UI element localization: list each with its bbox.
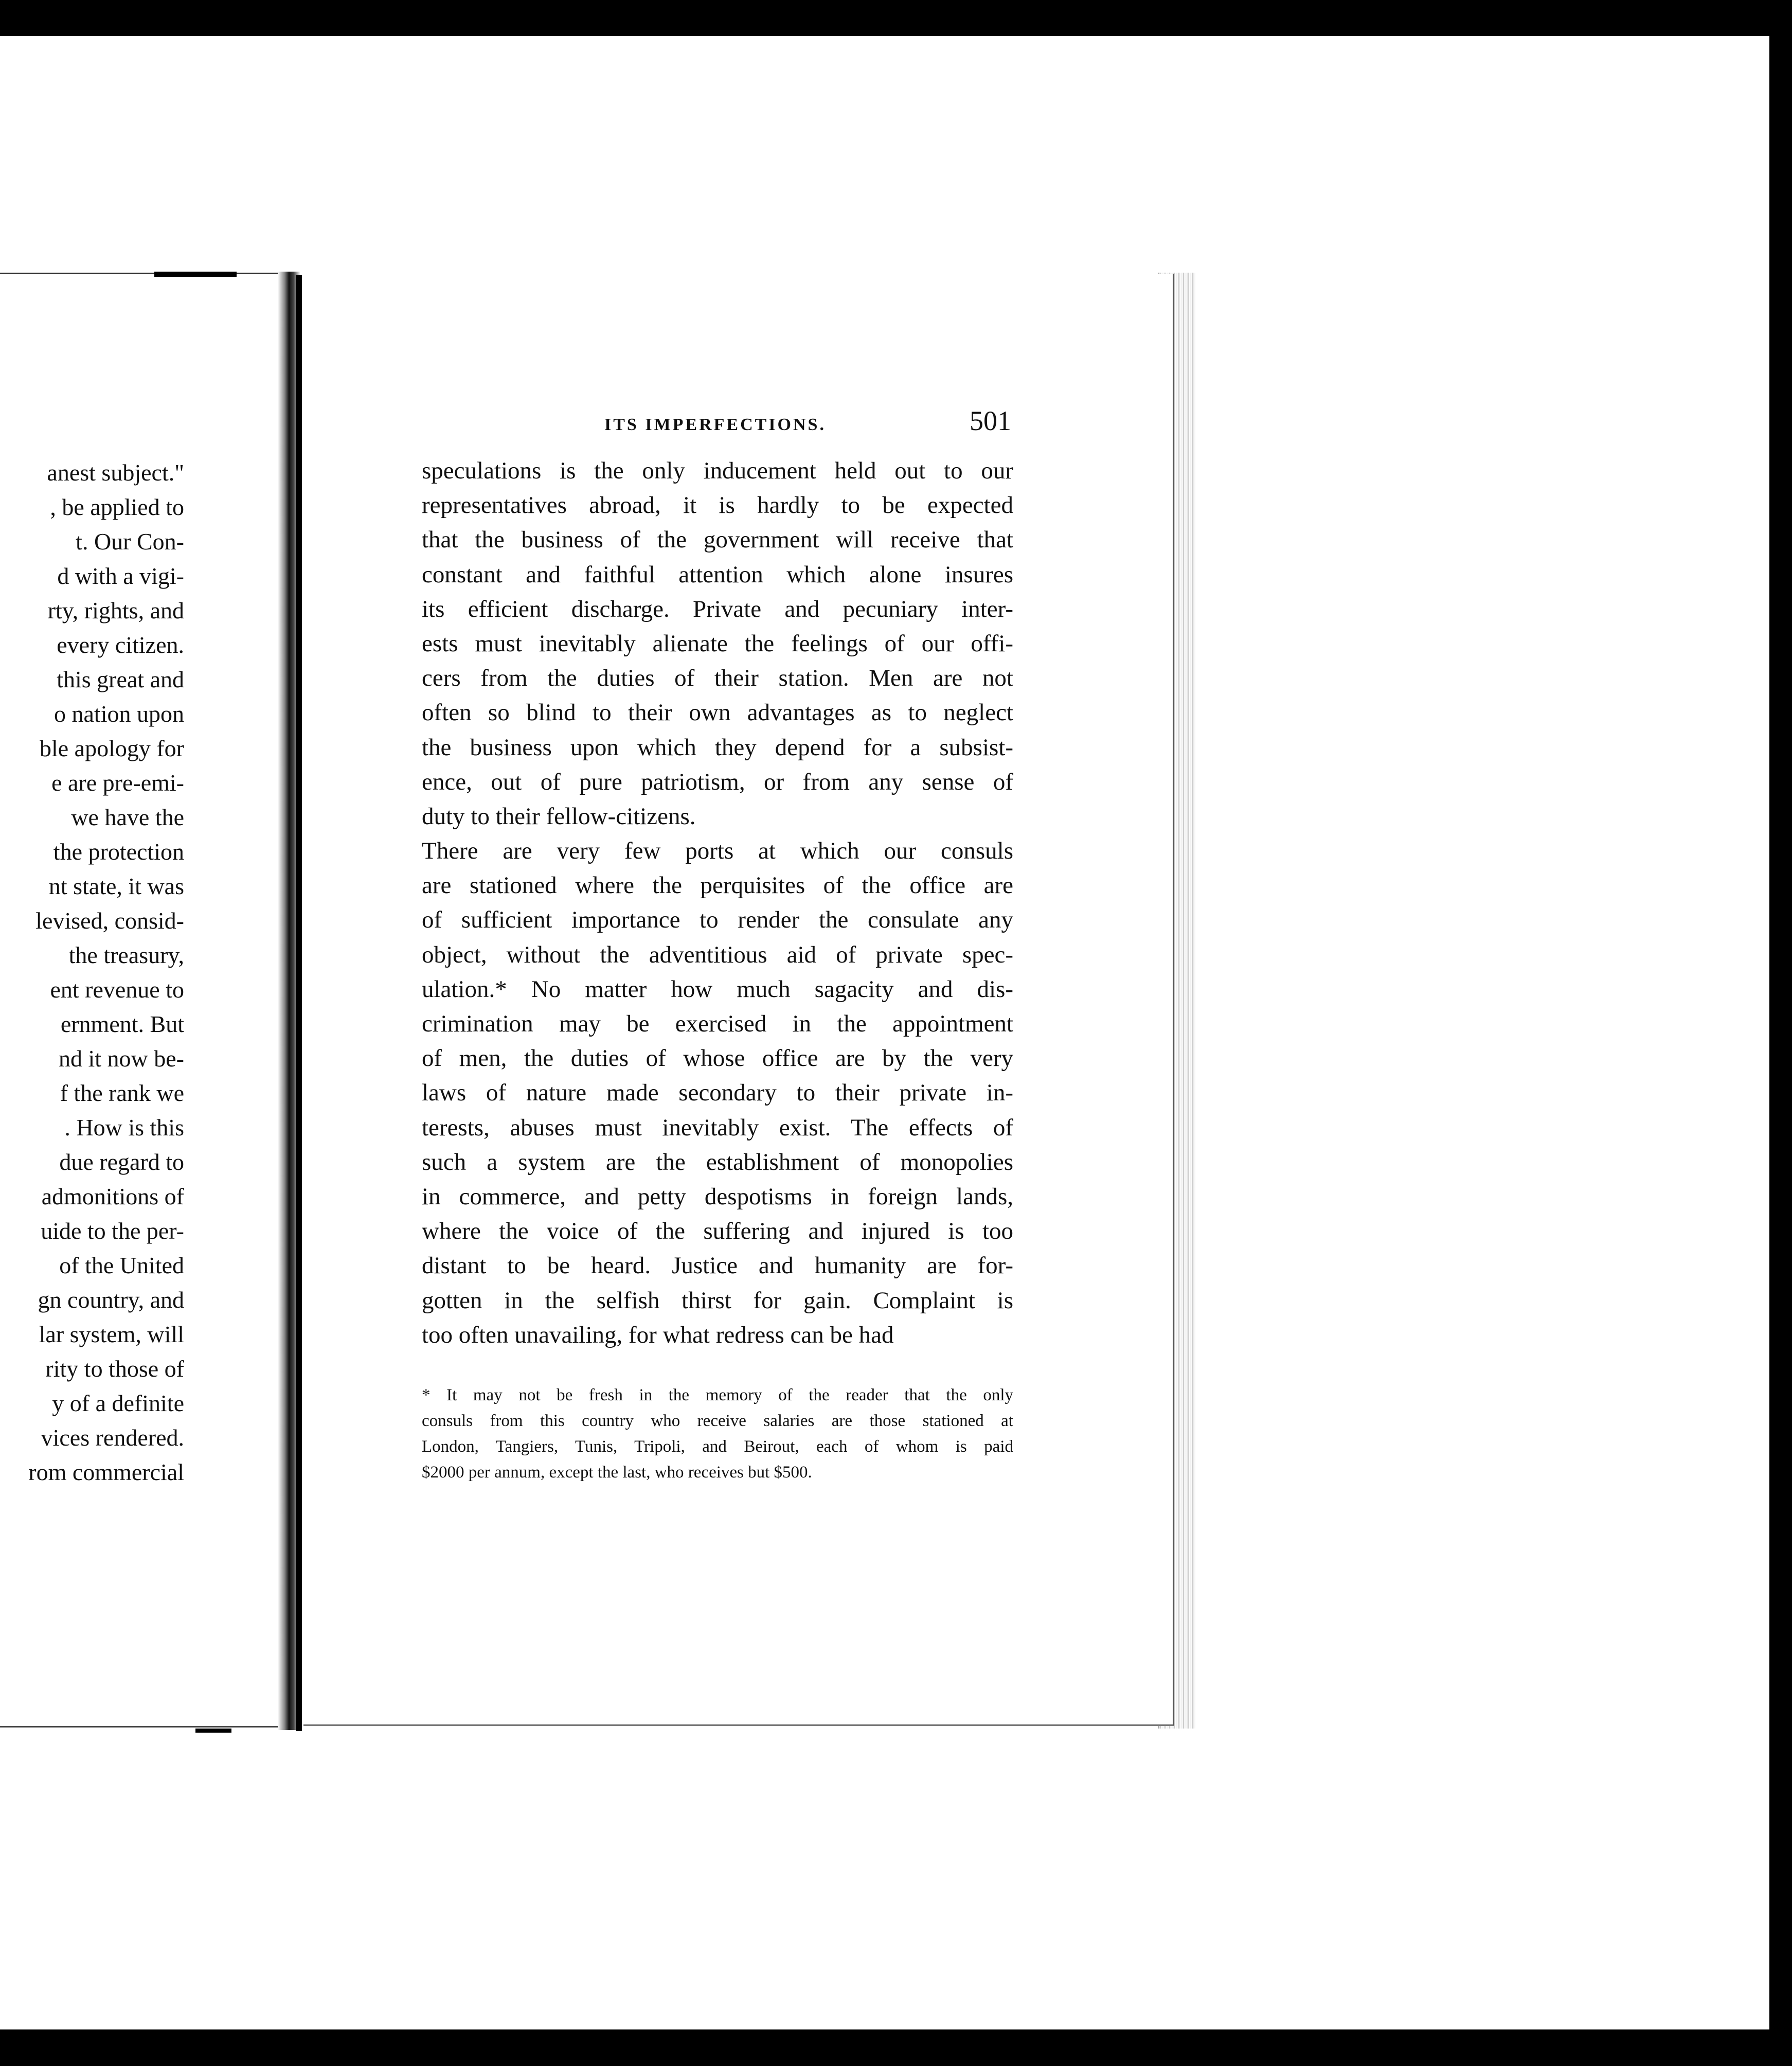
text-line: terests, abuses must inevitably exist. The effects of	[422, 1114, 1013, 1141]
text-line: such a system are the establishment of monopolies	[422, 1148, 1013, 1176]
left-page-line: f the rank we	[60, 1080, 184, 1106]
text-line: There are very few ports at which our consuls	[422, 838, 1013, 865]
left-page-line: vices rendered.	[41, 1424, 184, 1451]
left-page	[0, 273, 297, 1729]
footnote-line: $2000 per annum, except the last, who receives but $500.	[422, 1463, 812, 1482]
left-page-line: every citizen.	[57, 632, 184, 658]
text-line: object, without the adventitious aid of private spec-	[422, 941, 1013, 968]
left-page-bottom-edge	[0, 1726, 297, 1727]
text-line: in commerce, and petty despotisms in foreign lands,	[422, 1183, 1013, 1210]
text-line: representatives abroad, it is hardly to be expected	[422, 492, 1013, 519]
left-page-line: admonitions of	[41, 1183, 184, 1209]
left-page-line: levised, consid-	[35, 907, 184, 934]
left-page-line: rom commercial	[28, 1459, 184, 1485]
left-page-line: nd it now be-	[58, 1045, 184, 1072]
footnote	[422, 1382, 1013, 1485]
left-page-line: uide to the per-	[41, 1218, 184, 1244]
left-page-line: the treasury,	[68, 942, 184, 968]
left-page-line: t. Our Con-	[76, 528, 184, 555]
text-line: duty to their fellow-citizens.	[422, 803, 696, 830]
text-line: gotten in the selfish thirst for gain. Complaint is	[422, 1287, 1013, 1314]
page-header	[303, 405, 1173, 441]
left-page-line: lar system, will	[39, 1321, 184, 1347]
text-line: often so blind to their own advantages as to neglect	[422, 699, 1013, 726]
text-line: ests must inevitably alienate the feelings of our offi-	[422, 630, 1013, 657]
left-page-line: this great and	[57, 666, 184, 692]
text-line: constant and faithful attention which alone insures	[422, 561, 1013, 588]
left-page-line: anest subject."	[47, 459, 184, 486]
left-page-line: ent revenue to	[50, 976, 184, 1003]
left-page-line: o nation upon	[54, 701, 184, 727]
right-page	[303, 274, 1174, 1726]
body-text	[422, 454, 1013, 1352]
text-line: distant to be heard. Justice and humanity are for-	[422, 1252, 1013, 1279]
text-line: its efficient discharge. Private and pecuniary inter-	[422, 595, 1013, 622]
left-page-line: rty, rights, and	[47, 597, 184, 624]
left-page-line: ble apology for	[39, 735, 184, 761]
left-page-text	[0, 455, 184, 1489]
text-line: the business upon which they depend for a subsist-	[422, 734, 1013, 761]
text-line: crimination may be exercised in the appointment	[422, 1010, 1013, 1037]
left-page-line: we have the	[71, 804, 184, 830]
text-line: where the voice of the suffering and injured is too	[422, 1218, 1013, 1245]
scan-border-bottom	[0, 2029, 1792, 2066]
left-page-line: ernment. But	[60, 1011, 184, 1037]
footnote-line: London, Tangiers, Tunis, Tripoli, and Beirout, each of whom is paid	[422, 1437, 1013, 1456]
text-line: of men, the duties of whose office are by the very	[422, 1045, 1013, 1072]
text-line: that the business of the government will receive that	[422, 526, 1013, 554]
left-page-line: nt state, it was	[48, 873, 184, 899]
running-head: ITS IMPERFECTIONS.	[604, 415, 826, 434]
text-line: too often unavailing, for what redress can be had	[422, 1321, 894, 1348]
left-page-line: due regard to	[59, 1149, 184, 1175]
left-page-line: of the United	[59, 1252, 184, 1278]
page-number: 501	[970, 405, 1011, 436]
left-page-line: gn country, and	[38, 1287, 184, 1313]
text-line: laws of nature made secondary to their private in-	[422, 1079, 1013, 1107]
left-page-line: d with a vigi-	[57, 563, 184, 589]
left-page-line: , be applied to	[50, 494, 184, 520]
left-page-top-edge	[0, 273, 297, 274]
text-line: speculations is the only inducement held out to our	[422, 457, 1013, 484]
text-line: of sufficient importance to render the consulate any	[422, 906, 1013, 934]
left-page-line: e are pre-emi-	[51, 770, 184, 796]
left-page-line: rity to those of	[45, 1356, 184, 1382]
left-page-line: y of a definite	[52, 1390, 184, 1416]
scan-artifact	[154, 272, 237, 277]
left-page-line: . How is this	[64, 1114, 184, 1141]
left-page-line: the protection	[53, 839, 184, 865]
footnote-line: consuls from this country who receive salaries are those stationed at	[422, 1412, 1013, 1430]
scan-border-right	[1769, 0, 1792, 2066]
text-line: are stationed where the perquisites of the office are	[422, 872, 1013, 899]
scan-border-top	[0, 0, 1792, 36]
text-line: ence, out of pure patriotism, or from any sense of	[422, 768, 1013, 795]
text-line: ulation.* No matter how much sagacity and dis-	[422, 975, 1013, 1003]
gutter-shadow	[296, 275, 302, 1731]
text-line: cers from the duties of their station. Men are not	[422, 665, 1013, 692]
scan-artifact	[195, 1729, 231, 1733]
footnote-line: * It may not be fresh in the memory of the reader that the only	[422, 1386, 1013, 1404]
